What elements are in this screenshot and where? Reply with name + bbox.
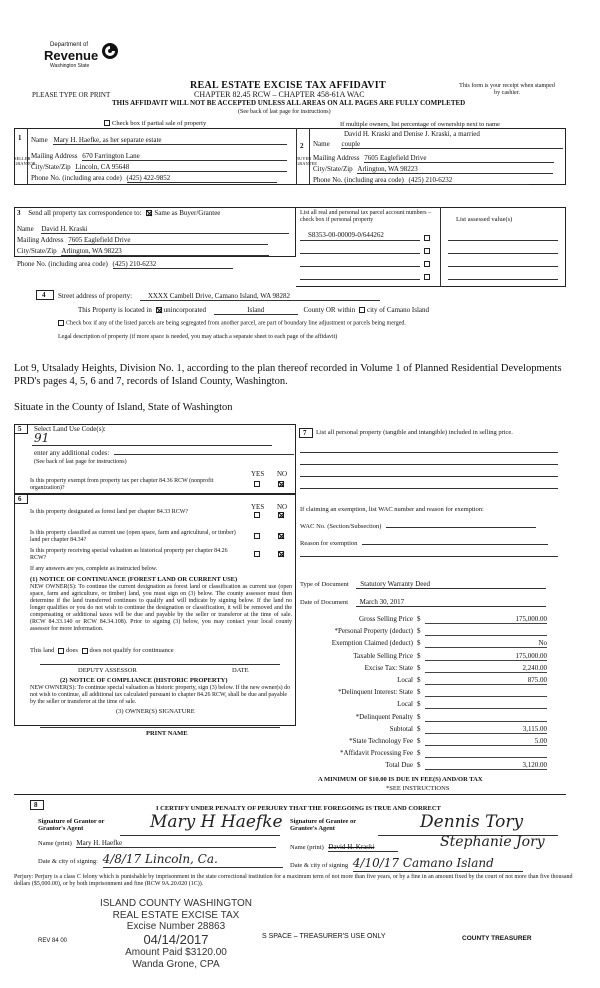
- financial-row-label: *State Technology Fee: [349, 737, 413, 745]
- rev-code: REV 84 00: [38, 938, 68, 944]
- financial-row: [299, 688, 547, 700]
- parcel-checkbox-3[interactable]: [424, 260, 432, 268]
- grantee-name-handwritten[interactable]: Stephanie Jory: [440, 834, 545, 850]
- financial-row-amount[interactable]: [425, 749, 547, 758]
- financial-row-amount[interactable]: 175,000.00: [425, 652, 547, 661]
- financial-row: [299, 700, 547, 712]
- dollar-sign: $: [417, 712, 421, 721]
- grantor-name-label: Name (print): [38, 840, 72, 847]
- grantor-date[interactable]: 4/8/17 Lincoln, Ca.: [103, 853, 283, 868]
- financial-row-amount[interactable]: No: [425, 639, 547, 648]
- segregated-row: [58, 320, 406, 327]
- reason-row: [300, 538, 548, 547]
- land-use-code[interactable]: 91: [34, 431, 50, 445]
- stamp-county: ISLAND COUNTY WASHINGTON: [99, 898, 253, 909]
- buyer-name-label: Name: [313, 140, 330, 148]
- section-6-num: 6: [18, 495, 22, 503]
- financial-row-label: Local: [397, 700, 413, 709]
- reason-input[interactable]: [362, 538, 548, 545]
- assessed-value-header: List assessed value(s): [456, 216, 513, 223]
- owner-signature-label: (3) OWNER(S) SIGNATURE: [116, 708, 195, 715]
- s5-yes: YES: [251, 470, 265, 478]
- legal-label: Legal description of property (if more space is needed, you may attach a separate sheet to each page of the affidavit): [58, 334, 338, 340]
- seller-mail-row: [31, 152, 287, 161]
- wac-input[interactable]: [386, 521, 536, 528]
- s6-yes: YES: [251, 503, 265, 511]
- tax-name[interactable]: David H. Kraski: [41, 225, 289, 234]
- financial-row-amount[interactable]: 175,000.00: [425, 615, 547, 624]
- financial-row-label: Subtotal: [389, 724, 413, 733]
- logo-mark-icon: [101, 42, 119, 60]
- dollar-sign: $: [417, 749, 421, 758]
- grantor-name[interactable]: Mary H. Haefke: [76, 839, 276, 848]
- grantee-sig-label: Signature of Grantee or Grantee's Agent: [290, 818, 357, 833]
- perjury-note: Perjury: Perjury is a class C felony which is punishable by imprisonment in the state correctional institution for a maximum term of not more than five years, or by a fine in an amount fixed by the court of not more than five thousand dollars ($5,000.00), or by both imprisonment and fine (RCW 9A.20.020 (1C)).: [14, 874, 573, 888]
- financial-row-amount[interactable]: 5.00: [425, 737, 547, 746]
- grantee-date-row: [290, 857, 523, 872]
- historic-question: Is this property receiving special valuation as historical property per chapter 84.26 RCW?: [30, 548, 228, 561]
- dollar-sign: $: [417, 639, 421, 648]
- financial-row-amount[interactable]: 3,115.00: [425, 725, 547, 734]
- seller-name[interactable]: Mary H. Haefke, as her separate estate: [53, 136, 287, 145]
- additional-codes-input[interactable]: [114, 448, 294, 455]
- tax-city[interactable]: Arlington, WA 98223: [61, 247, 269, 256]
- logo-state: Washington State: [50, 63, 90, 69]
- tax-phone-row: [17, 260, 233, 269]
- buyer-mail-label: Mailing Address: [313, 154, 360, 162]
- financial-row-label: Taxable Selling Price: [353, 651, 413, 660]
- dollar-sign: $: [417, 627, 421, 636]
- additional-codes-label: enter any additional codes:: [34, 449, 110, 457]
- parcels-header: List all real and personal tax parcel account numbers – check box if personal property: [300, 210, 432, 224]
- buyer-phone[interactable]: (425) 210-6232: [409, 176, 529, 185]
- financial-row: [299, 737, 547, 749]
- personal-property-label: List all personal property (tangible and intangible) included in selling price.: [316, 429, 513, 436]
- buyer-phone-label: Phone No. (including area code): [313, 176, 404, 184]
- forest-question: Is this property designated as forest land per chapter 84.33 RCW?: [30, 509, 189, 515]
- segregated-checkbox[interactable]: [58, 320, 64, 326]
- see-back-note: (See back of last page for instructions): [34, 459, 127, 465]
- grantee-date-label: Date & city of signing: [290, 862, 349, 869]
- financial-row-amount[interactable]: [425, 700, 547, 709]
- notice2-title: (2) NOTICE OF COMPLIANCE (HISTORIC PROPERTY): [60, 677, 228, 684]
- grantee-date[interactable]: 4/10/17 Camano Island: [353, 857, 523, 872]
- chapter-line: CHAPTER 82.45 RCW – CHAPTER 458-61A WAC: [194, 90, 365, 99]
- minimum-note: A MINIMUM OF $10.00 IS DUE IN FEE(S) AND/OR TAX: [318, 776, 483, 783]
- buyer-side-label: BUYER GRANTEE: [296, 156, 317, 167]
- street-address[interactable]: XXXX Cambell Drive, Camano Island, WA 98282: [140, 292, 380, 301]
- grantee-name-row: [290, 843, 398, 852]
- historic-no-checkbox[interactable]: [278, 550, 286, 558]
- tax-corr-row: [17, 209, 220, 217]
- parcel-checkbox-4[interactable]: [424, 273, 432, 281]
- unincorporated-checkbox[interactable]: [156, 307, 162, 313]
- tax-mail-label: Mailing Address: [17, 236, 64, 244]
- tax-phone-label: Phone No. (including area code): [17, 260, 108, 268]
- buyer-mail-row: [313, 154, 554, 163]
- tax-city-row: [17, 247, 269, 256]
- certify-line: I CERTIFY UNDER PENALTY OF PERJURY THAT THE FOREGOING IS TRUE AND CORRECT: [156, 805, 441, 812]
- additional-codes-row: [34, 448, 294, 457]
- dollar-sign: $: [417, 651, 421, 660]
- wac-label: WAC No. (Section/Subsection): [300, 523, 382, 530]
- page-title: REAL ESTATE EXCISE TAX AFFIDAVIT: [190, 80, 386, 91]
- financial-row-label: *Personal Property (deduct): [334, 627, 413, 636]
- seller-name-label: Name: [31, 136, 48, 144]
- forest-no-checkbox[interactable]: [278, 511, 286, 519]
- print-name-label: PRINT NAME: [146, 730, 188, 737]
- forest-yes-checkbox[interactable]: [254, 511, 262, 519]
- financial-row-amount[interactable]: [425, 713, 547, 722]
- print-note: PLEASE TYPE OR PRINT: [32, 91, 111, 99]
- revenue-logo: [44, 40, 122, 72]
- financial-row: [299, 627, 547, 639]
- grantor-signature[interactable]: Mary H Haefke: [150, 812, 283, 832]
- county-label: County OR within: [303, 306, 356, 314]
- dollar-sign: $: [417, 737, 421, 745]
- tax-name-row: [17, 225, 289, 234]
- grantor-date-row: [38, 853, 283, 868]
- exempt-yes-checkbox[interactable]: [254, 480, 262, 488]
- this-land-label: This land: [30, 647, 55, 654]
- treasurer-space-label: S SPACE – TREASURER'S USE ONLY: [262, 933, 386, 940]
- dollar-sign: $: [417, 761, 421, 770]
- financial-row: [299, 713, 547, 725]
- doc-date-label: Date of Document: [300, 599, 349, 606]
- notice2-body: NEW OWNER(S): To continue special valuation as historic property, sign (3) below. If the new owner(s) do not wish to continue, all additional tax calculated pursuant to chapter 84.26 RCW, shall be due and payable by the seller or transferor at the time of sale.: [30, 685, 291, 706]
- partial-sale-label: Check box if partial sale of property: [112, 120, 207, 127]
- does-label: does: [66, 647, 78, 654]
- partial-sale-checkbox[interactable]: [104, 120, 110, 126]
- does-not-checkbox[interactable]: [82, 648, 88, 654]
- financial-row-label: *Affidavit Processing Fee: [340, 749, 413, 758]
- financial-row-amount[interactable]: 3,120.00: [425, 761, 547, 770]
- notice1-body: NEW OWNER(S): To continue the current designation as forest land or classification as current use (open space, farm and agriculture, or timber) land, you must sign on (3) below. The county assessor must then determine if the land transferred continues to qualify and will indicate by signing below. If the land no longer qualifies or you do not wish to continue the designation or classification, it will be removed and the compensating or additional taxes will be due and payable by the seller or transferor at the time of sale. (RCW 84.33.140 or RCW 84.34.108). Prior to signing (3) below, you may contact your local county assessor for more information.: [30, 584, 292, 633]
- multi-owner-note: If multiple owners, list percentage of ownership next to name: [340, 121, 500, 128]
- section-7-num: 7: [303, 429, 307, 437]
- financial-row: [299, 639, 547, 651]
- notice1-title: (1) NOTICE OF CONTINUANCE (FOREST LAND OR CURRENT USE): [30, 576, 238, 583]
- financial-row: [299, 615, 547, 627]
- legal-description: Lot 9, Utsalady Heights, Division No. 1, according to the plan thereof recorded in Volume 1 of Planned Residential Developments PRD's pages 4, 5, 6 and 7, records of Island County, Washington.: [14, 363, 562, 388]
- financial-row-label: Total Due: [385, 761, 413, 770]
- segregated-note: Check box if any of the listed parcels are being segregated from another parcel, are part of boundary line adjustment or parcels being merged.: [66, 320, 406, 327]
- doc-type-row: [300, 580, 546, 589]
- county-name[interactable]: Island: [214, 306, 298, 315]
- section-1-num: 1: [18, 134, 22, 142]
- same-as-buyer-label: Same as Buyer/Grantee: [154, 209, 221, 217]
- doc-type-value[interactable]: Statutory Warranty Deed: [356, 580, 546, 589]
- grantee-name-label: Name (print): [290, 844, 324, 851]
- section-8-num: 8: [34, 801, 38, 809]
- seller-mail[interactable]: 670 Farrington Lane: [82, 152, 287, 161]
- financial-row-label: Excise Tax: State: [364, 663, 413, 672]
- tax-mail-row: [17, 236, 268, 245]
- warning-line: THIS AFFIDAVIT WILL NOT BE ACCEPTED UNLESS ALL AREAS ON ALL PAGES ARE FULLY COMPLETED: [112, 99, 466, 107]
- seller-side-label: SELLER GRANTOR: [14, 156, 36, 167]
- current-use-question: Is this property classified as current use (open space, farm and agricultural, or timber) land per chapter 84.34?: [30, 530, 236, 543]
- grantor-name-row: [38, 839, 276, 848]
- tax-city-label: City/State/Zip: [17, 247, 57, 255]
- section-5-num: 5: [18, 425, 22, 433]
- seller-phone[interactable]: (425) 422-9852: [127, 174, 277, 183]
- financial-row: [299, 761, 547, 773]
- doc-date-row: [300, 598, 546, 607]
- located-row: [78, 306, 429, 315]
- s5-no: NO: [277, 470, 288, 478]
- section-3-num: 3: [17, 209, 21, 217]
- current-use-yes-checkbox[interactable]: [254, 532, 262, 540]
- grantee-name[interactable]: David H. Kraski: [328, 843, 398, 852]
- grantee-signature[interactable]: Dennis Tory: [420, 812, 524, 832]
- stamp-treasurer: Wanda Grone, CPA: [132, 958, 220, 970]
- current-use-no-checkbox[interactable]: [278, 532, 286, 540]
- buyer-city[interactable]: Arlington, WA 98223: [357, 165, 553, 174]
- logo-dept: Department of: [50, 42, 89, 48]
- dollar-sign: $: [417, 724, 421, 733]
- buyer-name-line1[interactable]: David H. Kraski and Denise J. Kraski, a married: [344, 130, 480, 138]
- stamp-amount: Amount Paid $3120.00: [125, 947, 227, 959]
- financial-row: [299, 652, 547, 664]
- exempt-question: Is this property exempt from property tax per chapter 84.36 RCW (nonprofit organization)?: [30, 478, 214, 491]
- exemption-label: If claiming an exemption, list WAC number and reason for exemption:: [300, 506, 484, 513]
- unincorporated-label: unincorporated: [163, 306, 207, 314]
- s6-no: NO: [277, 503, 288, 511]
- financial-row-label: *Delinquent Interest: State: [337, 688, 413, 697]
- grantor-sig-label: Signature of Grantor or Grantor's Agent: [38, 818, 105, 833]
- stamp-tax: REAL ESTATE EXCISE TAX: [112, 909, 240, 921]
- financial-row-label: Exemption Claimed (deduct): [331, 639, 413, 648]
- section-4-num: 4: [42, 291, 46, 299]
- section-2-num: 2: [300, 142, 304, 150]
- financial-row-amount[interactable]: 2,240.00: [425, 664, 547, 673]
- buyer-mail[interactable]: 7605 Eaglefield Drive: [364, 154, 554, 163]
- dollar-sign: $: [417, 688, 421, 697]
- treasurer-stamp: [86, 898, 266, 970]
- continuance-row: [30, 647, 174, 654]
- dollar-sign: $: [417, 676, 421, 684]
- seller-name-row: [31, 136, 287, 145]
- legal-situate: Situate in the County of Island, State of Washington: [14, 402, 233, 413]
- located-label: This Property is located in: [78, 306, 152, 314]
- logo-name: Revenue: [44, 48, 99, 63]
- financial-row: [299, 725, 547, 737]
- seller-phone-label: Phone No. (including area code): [31, 174, 122, 182]
- parcel-checkbox-1[interactable]: [424, 234, 432, 242]
- seller-mail-label: Mailing Address: [31, 152, 78, 160]
- city-checkbox[interactable]: [359, 307, 365, 313]
- does-not-label: does not qualify for continuance: [89, 647, 174, 654]
- city-label: city of Camano Island: [367, 306, 430, 314]
- instructions-note: (See back of last page for instructions): [238, 109, 331, 115]
- if-yes-note: If any answers are yes, complete as instructed below.: [30, 566, 158, 572]
- seller-phone-row: [31, 174, 277, 183]
- seller-city-row: [31, 163, 287, 172]
- seller-city[interactable]: Lincoln, CA 95648: [75, 163, 287, 172]
- land-use-label: Select Land Use Code(s):: [34, 425, 106, 433]
- dollar-sign: $: [417, 615, 421, 623]
- financial-row-label: Local: [397, 676, 413, 684]
- buyer-city-label: City/State/Zip: [313, 165, 353, 173]
- tax-mail[interactable]: 7605 Eaglefield Drive: [68, 236, 268, 245]
- tax-phone[interactable]: (425) 210-6232: [113, 260, 233, 269]
- doc-date-value[interactable]: March 30, 2017: [356, 598, 546, 607]
- parcel-1[interactable]: S8353-00-00009-0/644262: [308, 231, 384, 239]
- deputy-assessor-label: DEPUTY ASSESSOR: [78, 667, 137, 674]
- financial-row: [299, 749, 547, 761]
- stamp-date: 04/14/2017: [143, 931, 209, 947]
- financial-row-label: *Delinquent Penalty: [355, 712, 413, 721]
- receipt-note: This form is your receipt when stamped by cashier.: [459, 83, 555, 96]
- grantor-date-label: Date & city of signing:: [38, 858, 98, 865]
- financial-row-amount[interactable]: [425, 627, 547, 636]
- stamp-excise-number: Excise Number 28863: [126, 921, 226, 932]
- reason-label: Reason for exemption: [300, 540, 358, 547]
- deputy-date-label: DATE: [232, 667, 249, 674]
- tax-corr-label: Send all property tax correspondence to:: [28, 209, 142, 217]
- buyer-name-line2[interactable]: couple: [341, 140, 563, 149]
- wac-row: [300, 521, 536, 530]
- same-as-buyer-checkbox[interactable]: [146, 210, 152, 216]
- seller-city-label: City/State/Zip: [31, 163, 71, 171]
- financial-row-amount[interactable]: 875.00: [425, 676, 547, 685]
- financial-row-label: Gross Selling Price: [358, 615, 413, 623]
- doc-type-label: Type of Document: [300, 581, 349, 588]
- financial-row: [299, 676, 547, 688]
- dollar-sign: $: [417, 700, 421, 709]
- tax-name-label: Name: [17, 225, 34, 233]
- exempt-no-checkbox[interactable]: [278, 480, 286, 488]
- does-checkbox[interactable]: [58, 648, 64, 654]
- parcel-checkbox-2[interactable]: [424, 247, 432, 255]
- county-treasurer-label: COUNTY TREASURER: [462, 935, 532, 942]
- financial-row: [299, 664, 547, 676]
- historic-yes-checkbox[interactable]: [254, 550, 262, 558]
- partial-sale-row[interactable]: [104, 119, 206, 127]
- buyer-city-row: [313, 165, 553, 174]
- street-address-label: Street address of property:: [58, 292, 133, 300]
- dollar-sign: $: [417, 663, 421, 672]
- street-address-row: [58, 292, 380, 301]
- see-instructions: *SEE INSTRUCTIONS: [386, 785, 450, 792]
- buyer-phone-row: [313, 176, 529, 185]
- buyer-name-row: [313, 140, 563, 149]
- financial-row-amount[interactable]: [425, 688, 547, 697]
